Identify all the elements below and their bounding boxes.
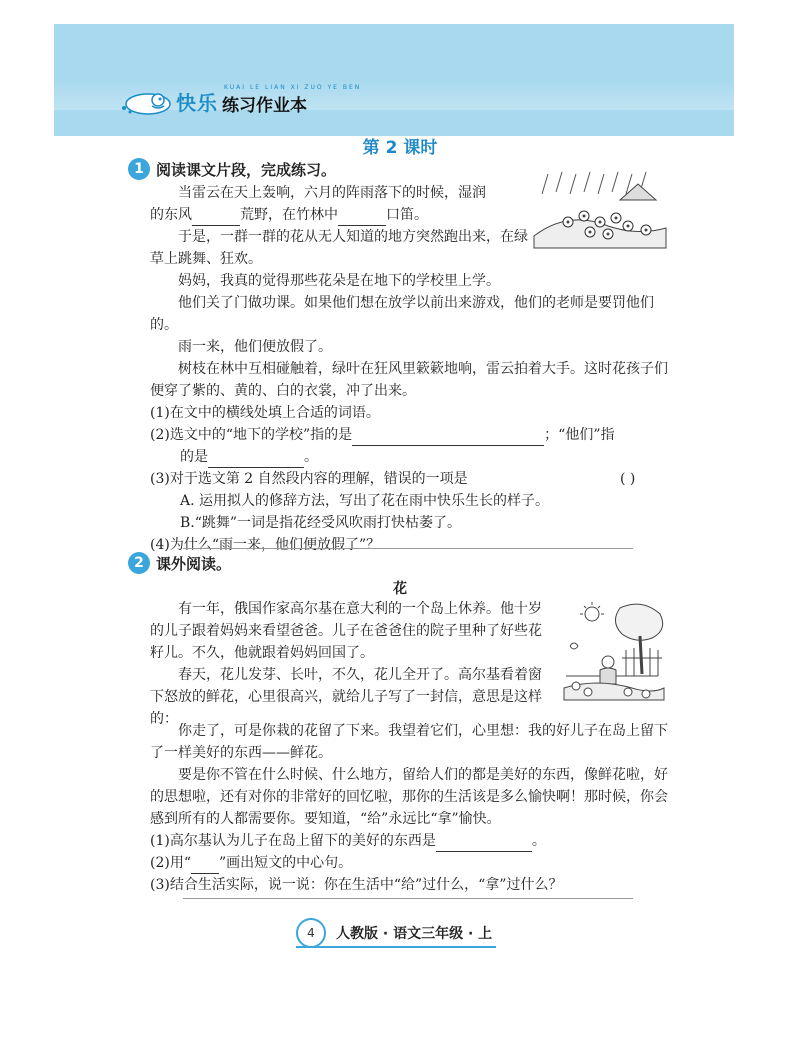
story-paragraph-4: 要是你不管在什么时候、什么地方，留给人们的都是美好的东西，像鲜花啦，好的思想啦，还有对你的非常好的回忆啦，那你的生活该是多么愉快啊！那时候，你会感到所有的人都需要你。要知道，“给”永远比“拿”愉快。 <box>150 767 668 827</box>
question-1-2-text-b: ；“他们”指 <box>544 427 615 443</box>
section-1-header <box>128 158 336 180</box>
passage-4: 他们关了门做功课。如果他们想在放学以前出来游戏，他们的老师是要罚他们的。 <box>150 295 654 333</box>
section-2-title: 课外阅读。 <box>156 554 232 573</box>
answer-blank-gift[interactable] <box>436 837 532 852</box>
brand-logo-group <box>118 86 307 116</box>
option-b: B.“跳舞”一词是指花经受风吹雨打快枯萎了。 <box>180 515 462 531</box>
answer-blank-they[interactable] <box>208 453 304 468</box>
section-1-badge: 1 <box>128 158 150 180</box>
section-1-title: 阅读课文片段，完成练习。 <box>156 160 337 179</box>
header-band <box>54 24 734 136</box>
footer-underline <box>296 946 496 948</box>
page-footer <box>296 918 492 948</box>
brand-pinyin: KUAI LE LIAN XI ZUO YE BEN <box>224 84 362 91</box>
fill-blank-1[interactable] <box>192 211 240 226</box>
story-title: 花 <box>393 581 407 597</box>
rain-flowers-illustration <box>528 170 670 250</box>
answer-line-2[interactable] <box>183 898 633 899</box>
question-2-1 <box>150 830 670 852</box>
answer-blank-school[interactable] <box>352 431 544 446</box>
question-1-2 <box>150 424 670 446</box>
underline-sample <box>191 859 219 874</box>
page-number: 4 <box>296 918 326 948</box>
story-paragraph-3: 你走了，可是你栽的花留了下来。我望着它们，心里想：我的好儿子在岛上留下了一样美好的东西——鲜花。 <box>150 723 668 761</box>
passage-1-line-2 <box>150 204 530 226</box>
passage-1-text-b: 荒野，在竹林中 <box>240 207 338 223</box>
passage-5: 雨一来，他们便放假了。 <box>178 339 332 355</box>
lesson-title: 第 2 课时 <box>362 138 438 158</box>
edition-label: 人教版 · 语文三年级 · 上 <box>336 926 493 942</box>
boy-garden-illustration <box>556 600 668 708</box>
question-1-2-cont <box>180 446 660 468</box>
question-1-4: (4)为什么“雨一来，他们便放假了”？ <box>150 537 381 553</box>
brand-highlight: 快乐 <box>176 91 218 115</box>
question-1-1: (1)在文中的横线处填上合适的词语。 <box>150 405 380 421</box>
story-paragraph-1: 有一年，俄国作家高尔基在意大利的一个岛上休养。他十岁的儿子跟着妈妈来看望爸爸。儿子在爸爸住的院子里种了好些花籽儿。不久，他就跟着妈妈回国了。 <box>150 601 542 661</box>
question-1-2-text-d: 。 <box>304 449 318 465</box>
answer-line-1[interactable] <box>183 548 633 549</box>
passage-1-text-c: 口笛。 <box>386 207 428 223</box>
question-2-1-text: (1)高尔基认为儿子在岛上留下的美好的东西是 <box>150 833 436 849</box>
passage-1-line-1: 当雷云在天上轰响，六月的阵雨落下的时候，湿润 <box>178 185 486 201</box>
question-2-1-end: 。 <box>531 833 546 849</box>
passage-1-text-a: 的东风 <box>150 207 192 223</box>
option-a: A. 运用拟人的修辞方法，写出了花在雨中快乐生长的样子。 <box>180 493 550 509</box>
question-1-3 <box>150 468 670 490</box>
section-2-badge: 2 <box>128 552 150 574</box>
fill-blank-2[interactable] <box>338 211 386 226</box>
question-1-3-text: (3)对于选文第 2 自然段内容的理解，错误的一项是 <box>150 471 468 487</box>
cloud-mascot-icon <box>118 86 172 116</box>
passage-3: 妈妈，我真的觉得那些花朵是在地下的学校里上学。 <box>178 273 500 289</box>
question-2-2 <box>150 852 670 874</box>
section-2-header <box>128 552 231 574</box>
question-2-3: (3)结合生活实际，说一说：你在生活中“给”过什么，“拿”过什么？ <box>150 877 563 893</box>
passage-2: 于是，一群一群的花从无人知道的地方突然跑出来，在绿草上跳舞、狂欢。 <box>150 229 528 267</box>
question-1-2-text-a: (2)选文中的“地下的学校”指的是 <box>150 427 353 443</box>
brand-title: 练习作业本 <box>222 96 307 116</box>
question-2-2-text-a: (2)用“ <box>150 855 191 871</box>
story-paragraph-2: 春天，花儿发芽、长叶，不久，花儿全开了。高尔基看着窗下怒放的鲜花，心里很高兴，就给儿子写了一封信，意思是这样的： <box>150 667 542 727</box>
answer-paren[interactable]: ( ) <box>620 471 636 487</box>
question-2-2-text-b: ”画出短文的中心句。 <box>219 855 353 871</box>
question-1-2-text-c: 的是 <box>180 449 208 465</box>
passage-6: 树枝在林中互相碰触着，绿叶在狂风里簌簌地响，雷云拍着大手。这时花孩子们便穿了紫的、黄的、白的衣裳，冲了出来。 <box>150 361 668 399</box>
